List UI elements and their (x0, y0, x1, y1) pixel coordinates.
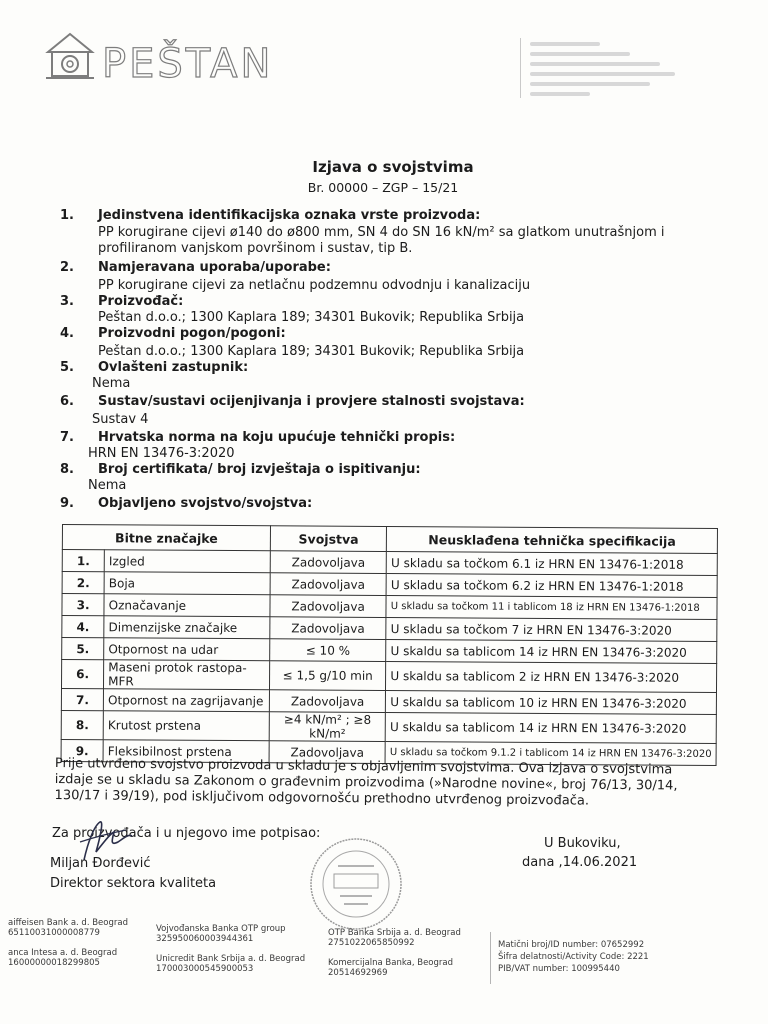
item-number: 8. (60, 462, 74, 477)
closing-line: izdaje se u skladu sa Zakonom o građevnim proizvodima (»Narodne novine«, broj 76/13, 30/14, (54, 771, 678, 794)
bank-account: 275102206585099​2 (328, 938, 415, 948)
closing-line: Prije utvrđeno svojstvo proizvoda u skladu je s objavljenim svojstvima. Ova izjava o svojstvima (54, 756, 673, 778)
row-number: 9. (61, 739, 103, 761)
item-number: 3. (60, 294, 74, 309)
row-number: 4. (62, 616, 104, 638)
item-number: 6. (60, 394, 74, 409)
properties-table (61, 524, 718, 766)
row-characteristic: Maseni protok rastopa-MFR (104, 660, 270, 690)
item-number: 5. (60, 360, 74, 375)
row-number: 5. (62, 638, 104, 660)
signer-name: Miljan Đorđević (50, 856, 151, 871)
row-number: 8. (61, 710, 103, 739)
bank-account: 651100310000087​79 (8, 928, 100, 938)
item-value: Nema (88, 478, 127, 493)
house-icon (44, 30, 96, 82)
company-stamp (308, 836, 404, 932)
date-label: dana ,14.06.2021 (522, 855, 638, 870)
row-number: 2. (62, 572, 104, 594)
column-header-characteristics: Bitne značajke (62, 525, 270, 551)
document-title: Izjava o svojstvima (312, 158, 474, 176)
bank-name: anca Intesa a. d. Beograd (8, 948, 118, 958)
item-heading: Sustav/sustavi ocijenjivanja i provjere stalnosti svojstava: (98, 394, 525, 409)
row-specification: U skaldu sa tablicom 2 iz HRN EN 13476-3:2020 (386, 661, 717, 692)
row-characteristic: Fleksibilnost prstena (103, 740, 269, 763)
bank-name: OTP Banka Srbija a. d. Beograd (328, 928, 461, 938)
row-number: 7. (61, 689, 103, 711)
row-characteristic: Dimenzijske značajke (104, 616, 270, 639)
row-property: Zadovoljava (270, 617, 386, 640)
item-value: Peštan d.o.o.; 1300 Kaplara 189; 34301 Bukovik; Republika Srbija (98, 310, 525, 325)
row-specification: U skladu sa točkom 11 i tablicom 18 iz HRN EN 13476-1:2018 (386, 595, 717, 619)
item-heading: Namjeravana uporaba/uporabe: (98, 260, 331, 275)
signed-by-label: Za proizvođača i u njegovo ime potpisao: (52, 826, 321, 841)
company-address-block (520, 38, 680, 100)
item-heading: Proizvodni pogon/pogoni: (98, 326, 286, 341)
row-specification: U skaldu sa tablicom 14 iz HRN EN 13476-3:2020 (385, 712, 716, 743)
row-characteristic: Boja (104, 572, 270, 595)
row-property: Zadovoljava (270, 595, 386, 618)
signer-title: Direktor sektora kvaliteta (50, 876, 217, 891)
row-property: Zadovoljava (269, 741, 385, 764)
item-heading: Proizvođač: (98, 294, 184, 309)
bank-account: 20514692969 (328, 968, 388, 978)
row-characteristic: Otpornost na udar (104, 638, 270, 661)
item-number: 4. (60, 326, 74, 341)
row-property: ≤ 10 % (270, 639, 386, 662)
row-characteristic: Krutost prstena (103, 711, 269, 741)
bank-name: Unicredit Bank Srbija a. d. Beograd (156, 954, 306, 964)
bank-account: 325950060003944361 (156, 934, 254, 944)
item-value: PP korugirane cijevi za netlačnu podzemnu odvodnju i kanalizaciju (98, 278, 531, 293)
row-property: ≤ 1,5 g/10 min (270, 661, 386, 691)
row-property: Zadovoljava (270, 573, 386, 596)
activity-code: Šifra delatnosti/Activity Code: 2221 (498, 952, 649, 962)
item-number: 9. (60, 496, 74, 511)
row-property: ≥4 kN/m² ; ≥8 kN/m² (269, 712, 385, 742)
bank-name: Vojvođanska Banka OTP group (156, 924, 286, 934)
vat-number: PIB/VAT number: 100995440 (498, 964, 620, 974)
row-number: 1. (62, 550, 104, 572)
item-value: PP korugirane cijevi ø140 do ø800 mm, SN 4 do SN 16 kN/m² sa glatkom unutrašnjom i (98, 225, 665, 240)
bank-account: 1700030005459000​53 (156, 964, 254, 974)
bank-account: 1600000001829980​5 (8, 958, 100, 968)
item-number: 1. (60, 208, 74, 223)
item-value: Peštan d.o.o.; 1300 Kaplara 189; 34301 Bukovik; Republika Srbija (98, 344, 525, 359)
footer-divider (490, 932, 491, 984)
bank-name: aiffeisen Bank a. d. Beograd (8, 918, 128, 928)
row-number: 6. (61, 660, 103, 689)
row-property: Zadovoljava (269, 690, 385, 713)
column-header-specification: Neusklađena tehnička specifikacija (387, 526, 718, 553)
row-property: Zadovoljava (270, 551, 386, 574)
row-number: 3. (62, 594, 104, 616)
company-logo-text: PEŠTAN (102, 41, 274, 87)
table-row (61, 710, 716, 743)
row-specification: U skaldu sa tablicom 10 iz HRN EN 13476-3:2020 (386, 690, 717, 714)
bank-name: Komercijalna Banka, Beograd (328, 958, 454, 968)
row-specification: U skladu sa točkom 6.1 iz HRN EN 13476-1:2018 (387, 551, 718, 575)
closing-statement (54, 756, 694, 811)
company-logo (44, 30, 274, 92)
company-id: Matični broj/ID number: 07652992 (498, 940, 645, 950)
item-heading: Hrvatska norma na koju upućuje tehnički propis: (98, 430, 456, 445)
item-heading: Objavljeno svojstvo/svojstva: (98, 496, 313, 511)
document-number: Br. 00000 – ZGP – 15/21 (307, 180, 459, 195)
item-value: profiliranom vanjskom površinom i sustav, tip B. (98, 241, 413, 256)
row-specification: U skaldu sa tablicom 14 iz HRN EN 13476-3:2020 (386, 639, 717, 663)
item-value: Sustav 4 (92, 412, 149, 427)
closing-line: 130/17 i 39/19), pod isključivom odgovornošću prethodno utvrđenog proizvođača. (54, 787, 590, 809)
item-heading: Jedinstvena identifikacijska oznaka vrste proizvoda: (98, 208, 481, 223)
row-characteristic: Otpornost na zagrijavanje (104, 689, 270, 712)
item-value: Nema (92, 376, 131, 391)
item-number: 7. (60, 430, 74, 445)
row-specification: U skladu sa točkom 9.1.2 i tablicom 14 iz HRN EN 13476-3:2020 (385, 741, 716, 765)
place-label: U Bukoviku, (544, 836, 621, 851)
row-characteristic: Izgled (104, 550, 270, 573)
item-number: 2. (60, 260, 74, 275)
item-heading: Ovlašteni zastupnik: (98, 360, 249, 375)
table-row (61, 660, 716, 693)
row-characteristic: Označavanje (104, 594, 270, 617)
item-heading: Broj certifikata/ broj izvještaja o ispitivanju: (98, 462, 421, 477)
row-specification: U skladu sa točkom 6.2 iz HRN EN 13476-1:2018 (386, 573, 717, 597)
item-value: HRN EN 13476-3:2020 (88, 446, 235, 461)
row-specification: U skladu sa točkom 7 iz HRN EN 13476-3:2020 (386, 617, 717, 641)
column-header-properties: Svojstva (270, 526, 386, 552)
